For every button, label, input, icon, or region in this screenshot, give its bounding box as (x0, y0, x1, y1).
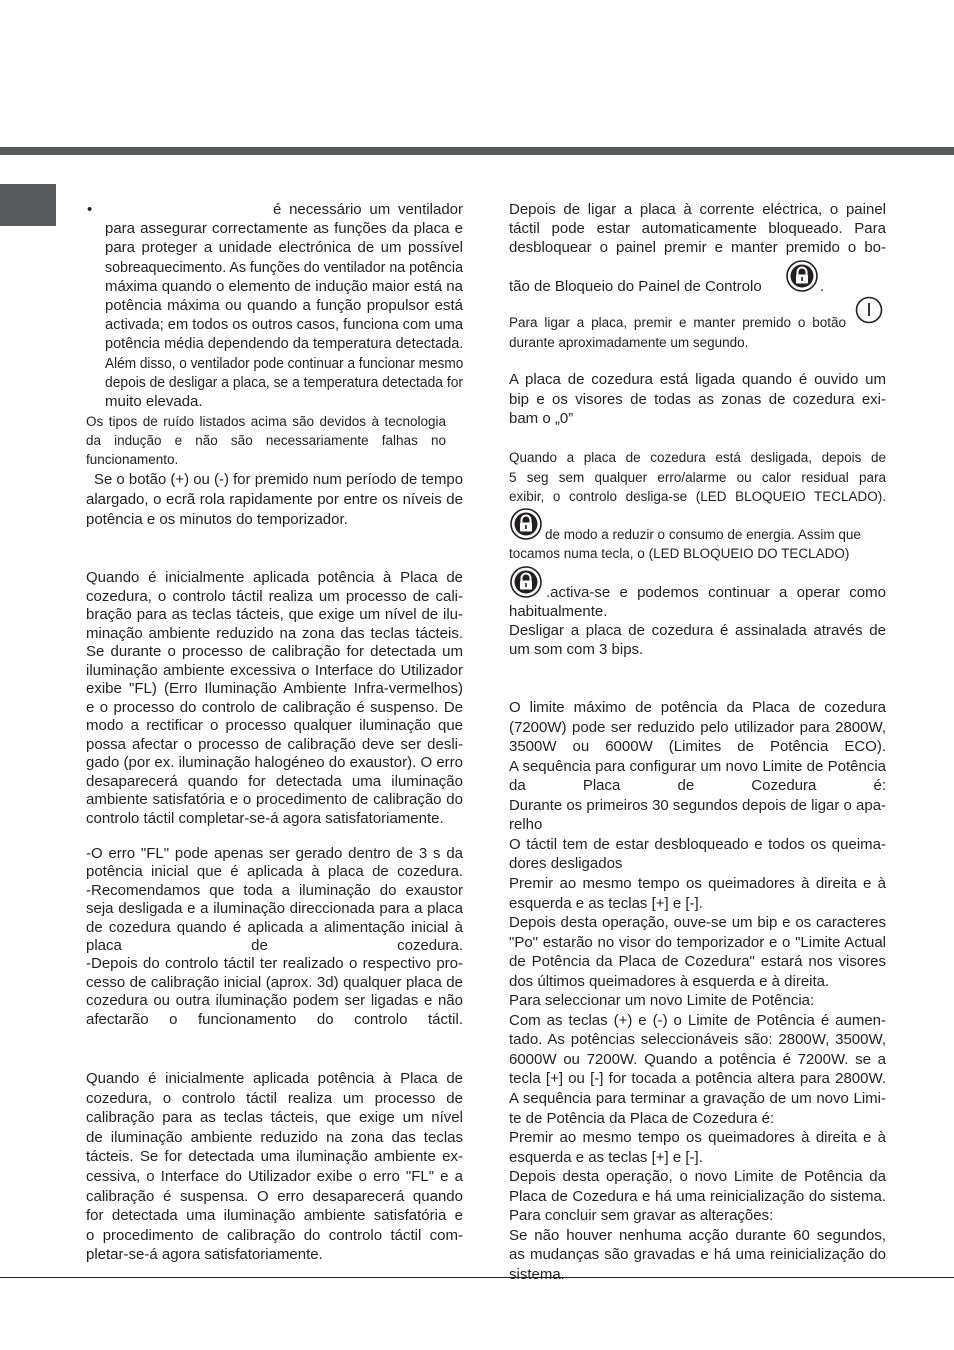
text-line: as mudanças são gravadas e há uma reinicialização do (509, 1246, 886, 1264)
text-line: "Po" estarão no visor do temporizador e o "Limite Actual (509, 933, 886, 951)
text-line: -Recomendamos que toda a iluminação do exaustor (86, 881, 463, 899)
text-line: cessiva, o Interface do Utilizador exibe o erro "FL" e a (86, 1168, 463, 1185)
text-line: Além disso, o ventilador pode continuar a funcionar mesmo (105, 354, 464, 372)
text-line: tecla [+] ou [-] for tocada a potência altera para 2800W. (509, 1070, 886, 1088)
text-line: potência e os minutos do temporizador. (86, 510, 348, 528)
text-line: bip e os visores de todas as zonas de cozedura exi- (509, 390, 886, 408)
text-line: sistema. (509, 1265, 565, 1283)
text-line: Durante os primeiros 30 segundos depois de ligar o apa- (509, 796, 886, 814)
text-line: durante aproximadamente um segundo. (509, 334, 749, 350)
text-line: calibração é suspensa. O erro desaparecerá quando (86, 1187, 463, 1205)
text-line: cozedura ou outra iluminação podem ser ligadas e não (86, 992, 463, 1010)
text-line: cesso de calibração inicial (aprox. 3d) qualquer placa de (86, 973, 463, 991)
text-line: potência média dependendo da temperatura detectada. (105, 335, 464, 353)
text-line: O limite máximo de potência da Placa de cozedura (509, 699, 886, 716)
text-line: de Potência da Placa de Cozedura" estará nos visores (509, 953, 886, 971)
text-line: ambiente satisfatória e o procedimento de calibração do (86, 791, 463, 808)
text-line: para assegurar correctamente as funções da placa e (105, 220, 463, 238)
text-line: Com as teclas (+) e (-) o Limite de Potência é aumen- (509, 1011, 886, 1029)
text-line: Placa de Cozedura e há uma reinicialização do sistema. (509, 1187, 886, 1205)
text-line: Para concluir sem gravar as alterações: (509, 1207, 774, 1225)
text-line: Premir ao mesmo tempo os queimadores à direita e à (509, 874, 886, 892)
text-line: A sequência para terminar a gravação de um novo Limi- (509, 1090, 886, 1107)
text-line: cozedura, o controlo táctil realiza um processo de (86, 1089, 463, 1107)
text-line: um som com 3 bips. (509, 641, 644, 659)
text-line: O táctil tem de estar desbloqueado e todos os queima- (509, 835, 886, 853)
activate-line: .activa-se e podemos continuar a operar como (546, 584, 886, 601)
text-line: de cozedura quando é aplicada a alimentação inicial à (86, 918, 463, 936)
text-line: exibe "FL) (Erro Iluminação Ambiente Infra-vermelhos) (86, 680, 463, 697)
text-line: Se não houver nenhuma acção durante 60 segundos, (509, 1226, 886, 1244)
text-line: é necessário um ventilador (273, 201, 463, 218)
text-line: dores desligados (509, 855, 623, 873)
text-line: habitualmente. (509, 603, 608, 620)
text-line: Depois de ligar a placa à corrente eléctrica, o painel (509, 201, 886, 218)
text-line: 6000W ou 7200W. Quando a potência é 7200W. se a (509, 1050, 886, 1068)
text-line: desbloquear o painel premir e manter premido o bo- (509, 239, 886, 257)
text-line: pletar-se-á agora satisfatoriamente. (86, 1246, 323, 1264)
text-line: -O erro "FL" pode apenas ser gerado dentro de 3 s da (86, 845, 463, 862)
text-line: tado. As potências seleccionáveis são: 2800W, 3500W, (509, 1031, 886, 1049)
lock-icon (509, 507, 543, 541)
text-line: calibração para as teclas tácteis, que exige um nível (86, 1109, 463, 1127)
text-line: Premir ao mesmo tempo os queimadores à direita e à (509, 1129, 886, 1147)
text-line: placa de cozedura. (86, 937, 463, 954)
text-line: esquerda e as teclas [+] e [-]. (509, 1148, 703, 1166)
text-line: relho (509, 816, 543, 834)
text-line: activada; em todos os outros casos, funciona com uma (105, 316, 464, 334)
top-rule (0, 147, 954, 155)
text-line: 3500W ou 6000W (Limites de Potência ECO). (509, 738, 886, 756)
text-line: potência máxima ou quando a função propulsor está (105, 297, 463, 314)
unlock-tail-text: tão de Bloqueio do Painel de Controlo (509, 278, 762, 295)
text-line: funcionamento. (86, 452, 179, 468)
text-line: modo a rectificar o processo qualquer iluminação que (86, 717, 463, 734)
text-line: esquerda e as teclas [+] e [-]. (509, 894, 703, 912)
text-line: táctil pode estar automaticamente bloqueado. Para (509, 220, 886, 238)
text-line: dos últimos queimadores à esquerda e à direita. (509, 972, 830, 990)
text-line: Se o botão (+) ou (-) for premido num período de tempo (94, 471, 463, 488)
text-line: Quando é inicialmente aplicada potência à Placa de (86, 1070, 463, 1087)
energy-line-2: tocamos numa tecla, o (LED BLOQUEIO DO TECLADO) (509, 546, 850, 561)
bullet-marker: • (87, 201, 93, 218)
text-line: exibir, o controlo desliga-se (LED BLOQUEIO TECLADO). (509, 489, 886, 504)
text-line: -Depois do controlo táctil ter realizado o respectivo pro- (86, 955, 463, 973)
text-line: Para ligar a placa, premir e manter premido o botão (509, 315, 846, 330)
text-line: gado (por ex. iluminação halogéneo do exaustor). O erro (86, 754, 463, 771)
text-line: depois de desligar a placa, se a temperatura detectada for (105, 373, 463, 391)
text-line: A sequência para configurar um novo Limite de Potência (509, 757, 886, 775)
text-line: controlo táctil completar-se-á agora satisfatoriamente. (86, 809, 444, 827)
unlock-period: . (820, 278, 825, 295)
text-line: minação ambiente reduzido na zona das teclas tácteis. (86, 624, 463, 642)
lock-icon (785, 259, 819, 293)
text-line: potência inicial que é aplicada à placa de cozedura. (86, 863, 463, 881)
text-line: desaparecerá quando for detectada uma iluminação (86, 772, 463, 790)
text-line: muito elevada. (105, 393, 203, 410)
text-line: Depois desta operação, o novo Limite de Potência da (509, 1168, 886, 1186)
text-line: iluminação ambiente excessiva o Interface do Utilizador (86, 661, 463, 679)
text-line: Quando a placa de cozedura está desligada, depois de (509, 450, 886, 465)
text-line: de iluminação ambiente reduzido na zona das teclas (86, 1128, 463, 1146)
text-line: da indução e não são necessariamente falhas no (86, 433, 446, 449)
text-line: afectarão o funcionamento do controlo táctil. (86, 1010, 463, 1028)
text-line: for detectada uma iluminação ambiente satisfatória e (86, 1207, 463, 1225)
text-line: tácteis. Se for detectada uma iluminação ambiente ex- (86, 1148, 463, 1166)
text-line: bração para as teclas tácteis, que exige um nível de ilu- (86, 606, 463, 623)
text-line: Depois desta operação, ouve-se um bip e os caracteres (509, 914, 886, 932)
text-line: Se durante o processo de calibração for detectada um (86, 643, 463, 660)
text-line: máxima quando o elemento de indução maior está na (105, 277, 463, 295)
text-line: 5 seg sem qualquer erro/alarme ou calor residual para (509, 469, 886, 485)
text-line: possa afectar o processo de calibração deve ser desli- (86, 735, 463, 753)
section-tab-marker (0, 184, 56, 226)
text-line: cozedura, o controlo táctil realiza um processo de cali- (86, 587, 463, 605)
text-line: Para seleccionar um novo Limite de Potência: (509, 992, 815, 1010)
text-line: te de Potência da Placa de Cozedura é: (509, 1109, 775, 1127)
text-line: Desligar a placa de cozedura é assinalada através de (509, 622, 886, 640)
text-line: seja desligada e a iluminação direccionada para a placa (86, 900, 463, 918)
bottom-rule (0, 1277, 954, 1278)
energy-line-1: de modo a reduzir o consumo de energia. Assim que (545, 527, 861, 542)
text-line: sobreaquecimento. As funções do ventilador na potência (105, 258, 463, 276)
lock-icon (509, 565, 543, 599)
text-line: bam o „0” (509, 410, 574, 427)
text-line: alargado, o ecrã rola rapidamente por entre os níveis de (86, 490, 463, 508)
text-line: para proteger a unidade electrónica de um possível (105, 239, 463, 257)
text-line: o procedimento de calibração do controlo táctil com- (86, 1226, 463, 1244)
text-line: A placa de cozedura está ligada quando é ouvido um (509, 371, 886, 388)
text-line: (7200W) pode ser reduzido pelo utilizador para 2800W, (509, 718, 886, 736)
power-icon (855, 296, 883, 324)
text-line: e o processo do controlo de calibração é suspenso. De (86, 698, 463, 716)
text-line: Quando é inicialmente aplicada potência à Placa de (86, 569, 463, 586)
text-line: Os tipos de ruído listados acima são devidos à tecnologia (86, 414, 446, 429)
text-line: da Placa de Cozedura é: (509, 777, 886, 795)
